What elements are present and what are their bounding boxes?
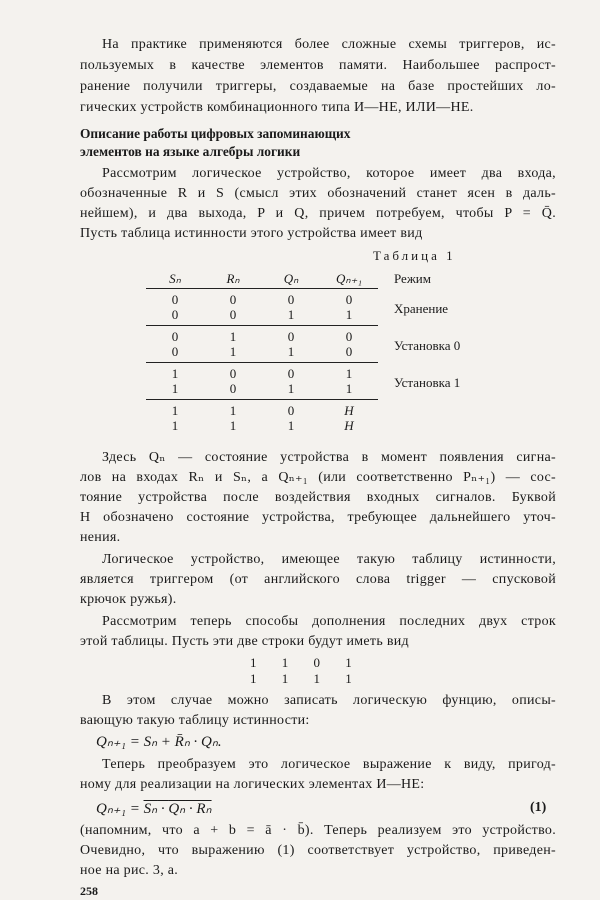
text-line: этой таблицы. Пусть эти две строки будут иметь вид bbox=[80, 634, 409, 649]
text-line: Пусть таблица истинности этого устройства имеет вид bbox=[80, 226, 423, 241]
table-cell: 0 bbox=[171, 292, 179, 307]
text-line: ное на рис. 3, а. bbox=[80, 863, 179, 878]
equation-number: (1) bbox=[530, 800, 547, 815]
table-cell: H bbox=[344, 403, 354, 418]
text-line: является триггером (от английского слова trigger — спусковой bbox=[80, 572, 556, 587]
table-cell: 0 bbox=[345, 292, 353, 307]
table-header bbox=[146, 268, 494, 289]
table-cell: 1 bbox=[229, 329, 237, 344]
text-line: крючок ружья). bbox=[80, 592, 177, 607]
truth-table bbox=[146, 268, 494, 436]
text-line: Здесь Qₙ — состояние устройства в момент появления сигна- bbox=[102, 450, 556, 465]
table-cell: 1 bbox=[229, 403, 237, 418]
table-cell: 0 bbox=[287, 366, 295, 381]
table-cell: 0 bbox=[229, 381, 237, 396]
header-cell: Режим bbox=[394, 270, 431, 286]
section-heading: элементов на языке алгебры логики bbox=[80, 144, 301, 159]
text-line: пользуемых в качестве элементов памяти. Наибольшее распрост- bbox=[80, 58, 556, 73]
table-cell: 0 bbox=[287, 403, 295, 418]
text-line: Очевидно, что выражению (1) соответствует устройство, приведен- bbox=[80, 843, 556, 858]
table-caption: Таблица 1 bbox=[373, 248, 456, 263]
new-row: 1 1 1 1 bbox=[250, 671, 352, 686]
table-cell: 0 bbox=[287, 329, 295, 344]
text-line: Логическое устройство, имеющее такую таблицу истинности, bbox=[102, 552, 556, 567]
text-line: тояние устройства после воздействия входных сигналов. Буквой bbox=[80, 490, 556, 505]
mode-label: Установка 0 bbox=[394, 338, 461, 354]
table-cell: 1 bbox=[171, 366, 179, 381]
table-row bbox=[146, 363, 494, 381]
table-cell: 0 bbox=[229, 366, 237, 381]
table-cell: H bbox=[344, 418, 354, 433]
table-cell: 0 bbox=[171, 329, 179, 344]
header-cell: Rₙ bbox=[226, 270, 240, 286]
table-cell: 0 bbox=[345, 329, 353, 344]
table-cell: 1 bbox=[287, 381, 295, 396]
table-cell: 1 bbox=[229, 418, 237, 433]
section-heading: Описание работы цифровых запоминающих bbox=[80, 126, 351, 141]
table-cell: 0 bbox=[229, 292, 237, 307]
table-cell: 0 bbox=[229, 307, 237, 322]
page-number: 258 bbox=[80, 884, 98, 898]
new-row: 1 1 0 1 bbox=[250, 655, 352, 670]
table-cell: 1 bbox=[171, 418, 179, 433]
table-cell: 1 bbox=[345, 307, 353, 322]
formula-term: Qₙ bbox=[168, 801, 186, 817]
table-row bbox=[146, 326, 494, 344]
formula-inner-bar: Qₙ · Rₙ bbox=[168, 801, 212, 817]
formula-nand bbox=[96, 800, 212, 818]
table-cell: 0 bbox=[171, 307, 179, 322]
header-cell: Qₙ bbox=[283, 270, 299, 286]
mode-label: Хранение bbox=[394, 301, 449, 317]
mode-label: Установка 1 bbox=[394, 375, 461, 391]
text-line: На практике применяются более сложные схемы триггеров, ис- bbox=[102, 37, 556, 52]
formula-outer-bar: Sₙ · Qₙ · Rₙ bbox=[143, 801, 212, 817]
table-cell: 0 bbox=[287, 292, 295, 307]
table-cell: 0 bbox=[171, 344, 179, 359]
text-line: В этом случае можно записать логическую фунцию, описы- bbox=[102, 693, 556, 708]
text-line: обозначенные R и S (смысл этих обозначений станет ясен в даль- bbox=[80, 186, 556, 201]
table-cell: 1 bbox=[345, 366, 353, 381]
mode-label bbox=[378, 400, 494, 436]
text-line: лов на входах Rₙ и Sₙ, а Qₙ₊₁ (или соответственно Pₙ₊₁) — сос- bbox=[80, 470, 556, 485]
text-line: (напомним, что a + b = ā · b̄). Теперь реализуем это устройство. bbox=[80, 823, 556, 838]
formula-term: Sₙ bbox=[143, 801, 158, 817]
formula-term: Rₙ bbox=[196, 801, 212, 817]
table-cell: 1 bbox=[171, 403, 179, 418]
table-cell: 1 bbox=[287, 418, 295, 433]
text-line: Теперь преобразуем это логическое выражение к виду, пригод- bbox=[102, 757, 556, 772]
table-cell: 1 bbox=[287, 307, 295, 322]
table-cell: 1 bbox=[345, 381, 353, 396]
formula-qn1: Qₙ₊₁ = Sₙ + R̄ₙ · Qₙ. bbox=[96, 734, 222, 750]
text-line: Рассмотрим теперь способы дополнения последних двух строк bbox=[102, 614, 556, 629]
text-line: нения. bbox=[80, 530, 121, 545]
table-cell: 1 bbox=[229, 344, 237, 359]
formula-lhs: Qₙ₊₁ = bbox=[96, 801, 140, 817]
header-cell: Qₙ₊₁ bbox=[336, 270, 362, 286]
table-cell: 0 bbox=[345, 344, 353, 359]
table-cell: 1 bbox=[171, 381, 179, 396]
text-line: H обозначено состояние устройства, требующее дальнейшего уточ- bbox=[80, 510, 556, 525]
text-line: ранение получили триггеры, создаваемые на базе простейших ло- bbox=[80, 79, 556, 94]
header-cell: Sₙ bbox=[169, 270, 181, 286]
table-row bbox=[146, 400, 494, 418]
text-line: нейшем), и два выхода, P и Q, причем потребуем, чтобы P = Q̄. bbox=[80, 206, 556, 221]
table-row bbox=[146, 289, 494, 307]
text-line: гических устройств комбинационного типа И—НЕ, ИЛИ—НЕ. bbox=[80, 100, 474, 115]
table-cell: 1 bbox=[287, 344, 295, 359]
text-line: Рассмотрим логическое устройство, которое имеет два входа, bbox=[102, 166, 556, 181]
text-line: ному для реализации на логических элементах И—НЕ: bbox=[80, 777, 425, 792]
text-line: вающую такую таблицу истинности: bbox=[80, 713, 310, 728]
